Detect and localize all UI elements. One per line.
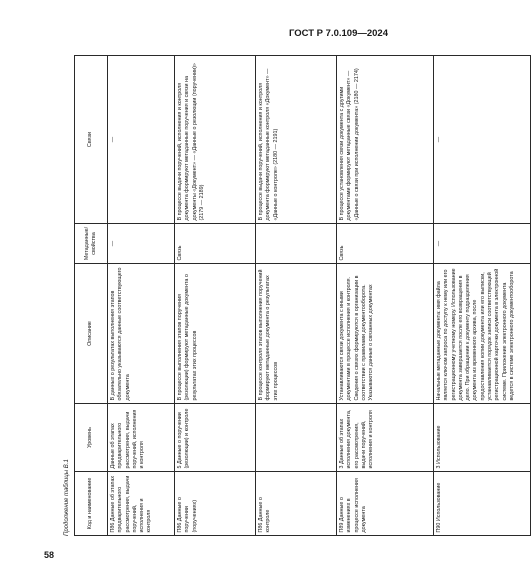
cell-code: П86 Данные о контроле [256, 472, 337, 536]
metadata-table [74, 55, 531, 536]
cell-level: 5 Данные о поручении (резолюции) и контроле [175, 404, 256, 472]
column-header-level: Уровень [75, 404, 108, 472]
cell-level: 3 Данные об этапах исполнения документа, его рассмотрения, выдачи поручений, исполнения и контроля [337, 404, 434, 472]
cell-code: П89 Данные о изменениях в процессе исполнения документа [337, 472, 434, 536]
rotated-page-content [62, 56, 515, 536]
cell-links: В процессе установления связи документа с другими документами формируют метаданные связи «Документ» — «Данные о связи при исполнении документа» (2180 — 2174) [337, 56, 434, 224]
cell-code: П90 Использование [434, 472, 531, 536]
cell-metadata: — [108, 224, 175, 264]
column-header-code: Код и наименование [75, 472, 108, 536]
cell-metadata: Связь [175, 224, 256, 264]
column-header-description: Описание [75, 264, 108, 404]
cell-level: Данные об этапах предварительного рассмотрения, выдачи поручений, исполнения и контроля [108, 404, 175, 472]
cell-description: Устанавливаются связи документа с иными документами в процессе исполнения и контроля. Сведения о связях формируются в организации в соответствии с правилами документооборота. Указываются данные о связанных документах [337, 264, 434, 404]
cell-level [256, 404, 337, 472]
column-header-metadata: Метаданные/свойства [75, 224, 108, 264]
cell-description: В процессе контроля этапов выполнения поручений формируют метаданные документа о результатах этих процессов [256, 264, 337, 404]
cell-metadata: Связь [337, 224, 434, 264]
cell-code: П86 Данные о поручении (поручениях) [175, 472, 256, 536]
table-row [337, 56, 434, 536]
cell-metadata: — [434, 224, 531, 264]
table-header-row [75, 56, 108, 536]
column-header-links: Связи [75, 56, 108, 224]
page-number: 58 [44, 550, 55, 560]
cell-description: В данных о результатах выполнения этапов обязательно указываются данные соответствующего документа [108, 264, 175, 404]
table-caption: Продолжение таблицы В.1 [64, 459, 70, 536]
cell-level: 3 Использование [434, 404, 531, 472]
cell-metadata [256, 224, 337, 264]
table-row [108, 56, 175, 536]
table-row [175, 56, 256, 536]
cell-links: В процессе выдачи поручений, исполнения и контроля документа формируют метаданные поручения и связи на документы «Документ» — «Данные о резолюции (поручении)» (2179 — 2189) [175, 56, 256, 224]
cell-code: П86 Данные об этапах предварительного рассмотрения, выдачи поручений, исполнения и контроля [108, 472, 175, 536]
cell-links: — [108, 56, 175, 224]
table-row [434, 56, 531, 536]
cell-links: — [434, 56, 531, 224]
table-row [256, 56, 337, 536]
cell-description: В процессе выполнения этапов поручения (резолюции) формируют метаданные документа о результатах этих процессов [175, 264, 256, 404]
cell-links: В процессе выдачи поручений, исполнения и контроля документа формируют метаданные контроля «Документ» — «Данные о контроле» (2180 — 2191) [256, 56, 337, 224]
cell-description: Начальные метаданные документа: имя файла является ключом запроса по доступу к нему или его регистрационному учетному номеру. Использование документа завершается после его возвращения в дело. При обращении к документу подразделения документа из временного архива, после предоставления копии документа или его выписки, устанавливается порядок записи соответствующей регистрационной карточки документа в электронной системе. Приложение электронного документа ведется в системе электронного документооборота [434, 264, 531, 404]
standard-header: ГОСТ Р 7.0.109—2024 [288, 28, 388, 39]
